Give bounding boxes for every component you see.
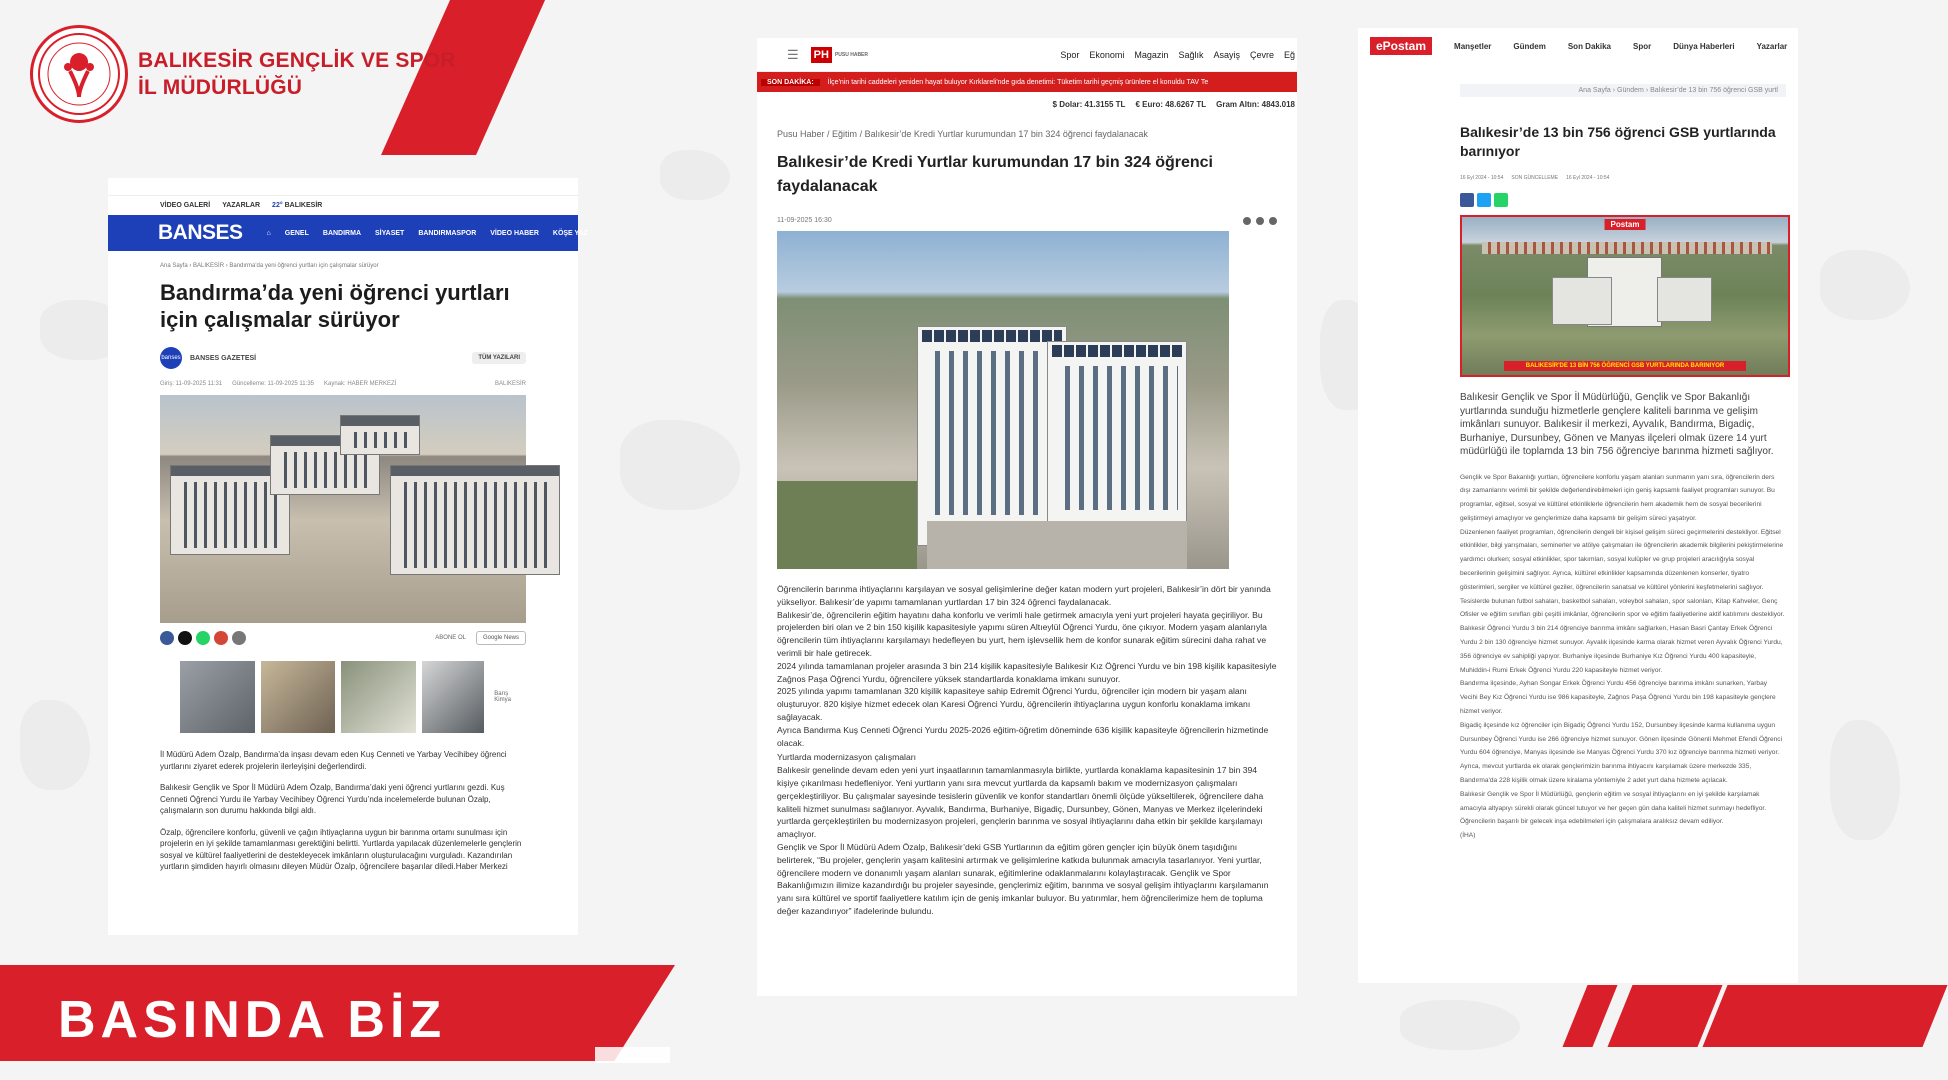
nav-item[interactable]: SİYASET (375, 229, 405, 237)
email-icon[interactable] (214, 631, 228, 645)
author-name[interactable]: BANSES GAZETESİ (190, 354, 257, 362)
paragraph: Ayrıca Bandırma Kuş Cenneti Öğrenci Yurdu 2025-2026 eğitim-öğretim döneminde 636 kişilik kapasiteyle öğrencilerin hizmetinde olacak. (777, 724, 1269, 748)
paragraph: İl Müdürü Adem Özalp, Bandırma’da inşası devam eden Kuş Cenneti ve Yarbay Vecihibey öğrenci yurtlarını ziyaret ederek projelerin ilerleyişini değerlendirdi. (160, 750, 507, 771)
paragraph: (İHA) (1460, 832, 1476, 840)
nav-item[interactable]: Son Dakika (1567, 41, 1611, 51)
nav-item[interactable]: GENEL (284, 229, 309, 237)
subheading: Yurtlarda modernizasyon çalışmaları (777, 752, 916, 763)
all-posts-button[interactable]: TÜM YAZILARI (472, 352, 526, 364)
nav-item[interactable]: Spor (1060, 49, 1080, 60)
breadcrumb: Ana Sayfa › Gündem › Balıkesir’de 13 bin 756 öğrenci GSB yurtl (1460, 84, 1786, 97)
breadcrumb: Ana Sayfa › BALIKESİR › Bandırma'da yeni öğrenci yurtları için çalışmalar sürüyor (160, 263, 379, 269)
nav-item[interactable]: Ekonomi (1089, 49, 1125, 60)
article-photo (1460, 215, 1790, 377)
paragraph: Gençlik ve Spor Bakanlığı yurtları, öğrencilere konforlu yaşam alanları sunmanın yanı sıra, öğrencilerin ders dışı zamanlarını verimli bir şekilde değerlendirebilmeleri için geniş kapsamlı faaliyet programları sunuyor. Bu programlar, eğitsel, sosyal ve kültürel etkinliklerle öğrencilerin hem akademik hem de sosyal becerilerini geliştirmeyi amaçlıyor ve gençlerimize daha kapsamlı bir gelişim süreci yaşatıyor. (1460, 473, 1775, 522)
avatar: banses (160, 347, 182, 369)
article-meta (108, 369, 578, 387)
article-title: Bandırma’da yeni öğrenci yurtları için çalışmalar sürüyor (160, 280, 510, 332)
site-header (757, 38, 1297, 72)
article-body (108, 735, 578, 873)
home-icon[interactable]: ⌂ (266, 229, 271, 237)
published-date: 16 Eyl 2024 - 10:54 (1460, 175, 1504, 181)
photo-caption: BALIKESİR'DE 13 BİN 756 ÖĞRENCİ GSB YURTLARINDA BARINIYOR (1504, 361, 1746, 371)
paragraph: Bigadiç ilçesinde kız öğrenciler için Bigadiç Öğrenci Yurdu 152, Dursunbey ilçesinde karma kullanıma uygun Dursunbey Öğrenci Yurdu ise 266 öğrenciye hizmet sunuyor. Gönen ilçesinde Gönenli Mehmet Efendi Öğrenci Yurdu 604 öğrenciye, Manyas ilçesinde ise Manyas Öğrenci Yurdu 370 kız öğrenciye barınma hizmeti veriyor. (1460, 721, 1783, 757)
nav-item[interactable]: Yazarlar (1756, 41, 1788, 51)
paragraph: Öğrencilerin barınma ihtiyaçlarını karşılayan ve sosyal gelişimlerine değer katan modern yurt projeleri, Balıkesir’in dört bir yanında yükseliyor. Balıkesir’de yapımı tamamlanan yurtlardan 17 bin 324 öğrenci faydalanacak. (777, 584, 1271, 607)
breadcrumb-item: Balıkesir’de Kredi Yurtlar kurumundan 17 bin 324 öğrenci faydalanacak (864, 129, 1148, 139)
breaking-text: İlçe'nin tarihi caddeleri yeniden hayat buluyor Kırklareli'nde gıda denetimi: Tüketim tarihi geçmiş ürünlere el konuldu TAV Te (827, 78, 1209, 86)
nav-item[interactable]: Asayiş (1213, 49, 1240, 60)
city-tag: BALIKESİR (494, 381, 526, 387)
breadcrumb: Pusu Haber / Eğitim / Balıkesir’de Kredi Yurtlar kurumundan 17 bin 324 öğrenci faydalanacak (777, 129, 1148, 139)
nav-item[interactable]: KÖŞE YAZ (552, 229, 588, 237)
paragraph: Balıkesir Öğrenci Yurdu 3 bin 214 öğrenciye barınma imkânı sağlarken, Hasan Basri Çantay Erkek Öğrenci Yurdu 2 bin 130 öğrenciye hizmet sunuyor. Ayvalık ilçesinde karma olarak hizmet veren Ayvalık Öğrenci Yurdu, 356 öğrenciye ev sahipliği yapıyor. Burhaniye ilçesinde Burhaniye Kız Öğrenci Yurdu 400 kapasiteyle, Muhiddin-i Rumi Erkek Öğrenci Yurdu 220 kapasiteyle hizmet veriyor. (1460, 625, 1783, 674)
article-lead: Balıkesir Gençlik ve Spor İl Müdürlüğü, Gençlik ve Spor Bakanlığı yurtlarında sunduğu hizmetlerle gençlere kaliteli barınma ve gelişim imkânları sunuyor. Balıkesir il merkezi, Ayvalık, Bandırma, Bigadiç, Burhaniye, Dursunbey, Gönen ve Manyas ilçeleri olmak üzere 14 yurt müdürlüğü ile toplamda 13 bin 756 öğrenciye barınma hizmeti sağlıyor. (1460, 392, 1774, 457)
site-nav (1060, 50, 1297, 60)
institution-logo (30, 25, 456, 123)
banner-accent (595, 1047, 670, 1063)
logo-line-1: BALIKESİR GENÇLİK VE SPOR (138, 49, 456, 72)
updated-date: Güncelleme: 11-09-2025 11:35 (232, 381, 314, 387)
weather-city: BALIKESİR (284, 202, 323, 209)
paragraph: Gençlik ve Spor İl Müdürü Adem Özalp, Balıkesir’deki GSB Yurtlarının da eğitim gören gençler için büyük önem taşıdığını belirterek, “Bu projeler, gençlerin yaşam kalitesini artırmak ve gelişimlerine katkıda bulunmak amacıyla tasarlanıyor. Yeni yurtlar, öğrencilere modern ve donanımlı yaşam alanları sunarak, eğitimlerine odaklanmalarını kolaylaştıracak. Gençlik ve Spor Bakanlığımızın ilimize kazandırdığı bu projeler sayesinde, gençlerimiz eğitim, barınma ve sosyal gelişim ihtiyaçlarını karşılamanın yanı sıra kültürel ve sportif faaliyetlere katılım için de geniş imkanlar buluyor. Bu yatırımlar, hem öğrencilerimize hem de topluma değer kazandırıyor” ifadelerinde bulundu. (777, 841, 1269, 916)
breadcrumb-item[interactable]: Pusu Haber (777, 129, 825, 139)
x-icon[interactable] (178, 631, 192, 645)
ad-image[interactable] (341, 661, 416, 733)
paragraph: Balıkesir’de, öğrencilerin eğitim hayatını daha konforlu ve verimli hale getirmek amacıyla yeni yurt projeleri hayata geçiriliyor. Bu projelerden biri olan ve 2 bin 150 kişilik kapasitesiyle yapımı süren Altıeylül Öğrenci Yurdu, öne çıkıyor. Modern yaşam alanlarıyla öğrencilerin tüm ihtiyaçlarını karşılamayı hedefleyen bu yurt, hem işlevsellik hem de konfor sunarak eğitim sürecini daha rahat ve verimli bir hale getirecek. (777, 609, 1267, 658)
exchange-rates (757, 92, 1297, 115)
paragraph: Özalp, öğrencilere konforlu, güvenli ve çağın ihtiyaçlarına uygun bir barınma ortamı sunulması için projelerin en iyi şekilde tamamlanması gerektiğini belirtti. Yurtlarda yapılacak düzenlemelerle gençlerin sosyal ve kültürel faaliyetlerini de destekleyecek imkânların oluşturulacağını vurguladı. Kazandırılan yurtların şimdiden hayırlı olmasını dileyen Müdür Özalp, öğrencilere başarılar diledi.Haber Merkezi (160, 827, 522, 871)
ad-image[interactable] (180, 661, 255, 733)
twitter-icon[interactable] (1477, 193, 1491, 207)
article-photo (777, 231, 1229, 569)
ad-brand[interactable]: Barış Kimya (494, 691, 511, 703)
site-logo[interactable]: BANSES (158, 221, 243, 244)
paragraph: 2025 yılında yapımı tamamlanan 320 kişilik kapasiteye sahip Edremit Öğrenci Yurdu, öğrenciler için modern bir yaşam alanı oluşturuyor. 820 kişiye hizmet edecek olan Karesi Öğrenci Yurdu, öğrencilerin ihtiyaçlarına uygun konforlu konaklama imkanı sağlayacak. (777, 686, 1251, 722)
site-nav (108, 215, 588, 251)
article-date: 11-09-2025 16:30 (777, 217, 832, 224)
nav-item[interactable]: BANDIRMASPOR (418, 229, 477, 237)
nav-item[interactable]: Magazin (1134, 49, 1169, 60)
site-header (1358, 28, 1798, 64)
subscribe-label: ABONE OL (435, 635, 466, 641)
paragraph: Balıkesir genelinde devam eden yeni yurt inşaatlarının tamamlanmasıyla birlikte, yurtlarda konaklama kapasitesinin 17 bin 394 kişiye çıkarılması hedefleniyor. Yeni yurtların yanı sıra mevcut yurtlarda da kapsamlı bakım ve modernizasyon çalışmaları gerçekleştiriliyor. Bu çalışmalar sayesinde tesislerin güvenlik ve konfor standartları önemli ölçüde yükseltilerek, öğrencilere daha kaliteli hizmet sunulması sağlanıyor. Ayvalık, Bandırma, Burhaniye, Bigadiç, Dursunbey, Gönen, Manyas ve Merkez ilçelerindeki yurtlarda gerçekleştirilen bu modernizasyon projeleri, gençlerin barınma ve sosyal ihtiyaçlarını daha etkin bir şekilde karşılamayı amaçlıyor. (777, 765, 1264, 840)
article-body (1358, 459, 1798, 844)
created-date: Giriş: 11-09-2025 11:31 (160, 381, 223, 387)
video-gallery-link[interactable]: VİDEO GALERİ (160, 202, 211, 209)
author-row (108, 333, 578, 369)
whatsapp-icon[interactable] (196, 631, 210, 645)
rate-dollar: $ Dolar: 41.3155 TL (1052, 100, 1126, 109)
press-clipping-banses (108, 178, 588, 935)
article-photo (160, 395, 526, 623)
nav-item[interactable]: Dünya Haberleri (1673, 41, 1735, 51)
nav-item[interactable]: Çevre (1249, 49, 1274, 60)
google-news-button[interactable]: Google News (476, 631, 526, 645)
paragraph: 2024 yılında tamamlanan projeler arasında 3 bin 214 kişilik kapasitesiyle Balıkesir Kız Öğrenci Yurdu ve bin 198 kişilik kapasitesiyle Zağnos Paşa Öğrenci Yurdu, öğrencilere yüksek standartlarda konaklama imkanı sunuyor. (777, 660, 1277, 684)
share-bar (1358, 181, 1798, 207)
paragraph: Düzenlenen faaliyet programları, öğrencilerin dengeli bir kişisel gelişim süreci geçirmelerini destekliyor. Eğitsel etkinlikler, bilgi yarışmaları, seminerler ve atölye çalışmaları ile öğrencilerin akademik bilgilerini pekiştirmelerine yardımcı olurken; sosyal etkinlikler, spor takımları, sosyal kulüpler ve grup projeleri aracılığıyla sosyal becerilerinin gelişimini sağlıyor. Ayrıca, kültürel etkinlikler kapsamında düzenlenen konserler, tiyatro gösterimleri, sergiler ve kültürel geziler, öğrencilerin sanatsal ve kültürel yönlerini keşfetmelerini sağlıyor. Tesislerde bulunan futbol sahaları, basketbol sahaları, voleybol sahaları, spor salonları, Kitap Kahveler, Genç Ofisler ve eğitim sınıfları gibi çeşitli imkânlar, öğrencilerin spor ve eğitim faaliyetlerine aktif katılımını destekliyor. (1460, 528, 1785, 619)
nav-item[interactable]: Eğ (1283, 49, 1295, 60)
nav-item[interactable]: Sağlık (1178, 49, 1204, 60)
utility-bar (108, 196, 578, 215)
updated-date: 16 Eyl 2024 - 10:54 (1566, 175, 1610, 181)
source: Kaynak: HABER MERKEZİ (324, 381, 397, 387)
paragraph: Balıkesir Gençlik ve Spor İl Müdürlüğü, gençlerin eğitim ve sosyal ihtiyaçlarını en iyi şekilde karşılamak amacıyla altyapıyı sürekli olarak güncel tutuyor ve her geçen gün daha kaliteli hizmet sunmayı hedefliyor. Öğrencilerin başarılı bir gelecek inşa edebilmeleri için çalışmalara aralıksız devam ediliyor. (1460, 790, 1767, 826)
breadcrumb-item[interactable]: Eğitim (832, 129, 858, 139)
twitter-icon[interactable] (1256, 217, 1264, 225)
nav-item[interactable]: Spor (1632, 41, 1652, 51)
article-title: Balıkesir’de Kredi Yurtlar kurumundan 17 bin 324 öğrenci faydalanacak (777, 154, 1213, 195)
rate-gold: Gram Altın: 4843.018 (1216, 100, 1295, 109)
press-clipping-pusu-haber (757, 38, 1297, 996)
weather-temp: 22° (272, 202, 283, 209)
print-icon[interactable] (232, 631, 246, 645)
updated-label: SON GÜNCELLEME (1511, 175, 1559, 181)
share-bar (108, 623, 578, 645)
article-body (757, 569, 1297, 918)
breaking-label: SON DAKİKA: (761, 79, 820, 86)
photo-watermark: Postam (1605, 219, 1646, 230)
nav-item[interactable]: Gündem (1513, 41, 1546, 51)
authors-link[interactable]: YAZARLAR (222, 202, 261, 209)
nav-item[interactable]: BANDIRMA (322, 229, 361, 237)
whatsapp-icon[interactable] (1269, 217, 1277, 225)
paragraph: Balıkesir Gençlik ve Spor İl Müdürü Adem Özalp, Bandırma’daki yeni öğrenci yurtlarını gezdi. Kuş Cenneti Öğrenci Yurdu ile Yarbay Vecihibey Öğrenci Yurdu’nda incelemelerde bulunan Özalp, çalışmaların son durumu hakkında bilgi aldı. (160, 783, 505, 815)
ad-image[interactable] (422, 661, 485, 733)
facebook-icon[interactable] (160, 631, 174, 645)
article-meta (1358, 161, 1798, 181)
banner-title: BASINDA BİZ (58, 991, 447, 1049)
press-clipping-postam (1358, 28, 1798, 983)
paragraph: Bandırma ilçesinde, Ayhan Songar Erkek Öğrenci Yurdu 456 öğrenciye barınma imkânı sunarken, Yarbay Vecihi Bey Kız Öğrenci Yurdu ise 986 kapasiteyle, Zağnos Paşa Öğrenci Yurdu bin 198 kapasiteyle gençlere hizmet veriyor. (1460, 680, 1776, 716)
logo-line-2: İL MÜDÜRLÜĞÜ (138, 76, 303, 99)
facebook-icon[interactable] (1460, 193, 1474, 207)
decor-stripe-right-3 (1702, 985, 1947, 1047)
facebook-icon[interactable] (1243, 217, 1251, 225)
breaking-news-ticker[interactable] (757, 72, 1297, 92)
nav-item[interactable]: Manşetler (1454, 41, 1492, 51)
article-title: Balıkesir’de 13 bin 756 öğrenci GSB yurtlarında barınıyor (1460, 124, 1776, 159)
seal-icon (30, 25, 128, 123)
hamburger-icon[interactable]: ☰ (787, 46, 799, 62)
ad-strip (180, 659, 526, 735)
paragraph: Ayrıca, mevcut yurtlarda ek olarak gençlerimizin barınma ihtiyacını karşılamak üzere merkezde 335, Bandırma'da 228 kişilik olmak üzere kiralama yöntemiyle 2 adet yurt daha hizmete açılacak. (1460, 763, 1752, 785)
rate-euro: € Euro: 48.6267 TL (1135, 100, 1207, 109)
site-logo[interactable]: ePostam (1370, 37, 1432, 55)
site-logo[interactable]: PH PUSU HABER (811, 47, 868, 63)
ad-image[interactable] (261, 661, 336, 733)
nav-item[interactable]: VİDEO HABER (490, 229, 539, 237)
whatsapp-icon[interactable] (1494, 193, 1508, 207)
